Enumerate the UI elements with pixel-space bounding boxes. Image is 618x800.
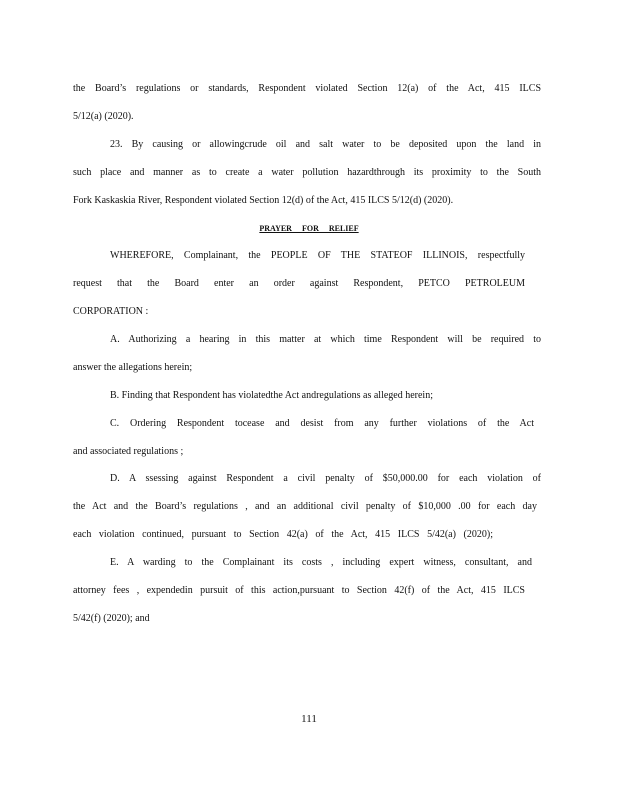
body-text-line: such place and manner as to create a water pollution hazardthrough its proximity to the South [73,167,541,178]
body-text-line: the Act and the Board’s regulations , and an additional civil penalty of $10,000 .00 for each day [73,501,537,512]
relief-item-c: C. Ordering Respondent tocease and desist from any further violations of the Act [110,418,534,429]
body-text-line: WHEREFORE, Complainant, the PEOPLE OF THE STATEOF ILLINOIS, respectfully [110,250,525,261]
body-text-line: attorney fees , expendedin pursuit of this action,pursuant to Section 42(f) of the Act, 415 ILCS [73,585,525,596]
body-text-line: and associated regulations ; [73,446,184,457]
body-text-line: Fork Kaskaskia River, Respondent violated Section 12(d) of the Act, 415 ILCS 5/12(d) (2020). [73,195,454,206]
body-text-line: each violation continued, pursuant to Section 42(a) of the Act, 415 ILCS 5/42(a) (2020); [73,529,493,540]
body-text-line: CORPORATION : [73,306,149,317]
page-number: 111 [301,713,317,725]
body-text-line: 5/42(f) (2020); and [73,613,150,624]
relief-item-b: B. Finding that Respondent has violatedthe Act andregulations as alleged herein; [110,390,433,401]
body-text-line: answer the allegations herein; [73,362,193,373]
relief-item-a: A. Authorizing a hearing in this matter at which time Respondent will be required to [110,334,541,345]
relief-item-e: E. A warding to the Complainant its costs , including expert witness, consultant, and [110,557,532,568]
section-heading: PRAYER FOR RELIEF [259,224,359,233]
body-text-line: 5/12(a) (2020). [73,111,134,122]
body-text-line: the Board’s regulations or standards, Respondent violated Section 12(a) of the Act, 415 ILCS [73,83,541,94]
relief-item-d: D. A ssessing against Respondent a civil penalty of $50,000.00 for each violation of [110,473,541,484]
paragraph-23-line: 23. By causing or allowingcrude oil and salt water to be deposited upon the land in [110,139,541,150]
body-text-line: request that the Board enter an order against Respondent, PETCO PETROLEUM [73,278,525,289]
